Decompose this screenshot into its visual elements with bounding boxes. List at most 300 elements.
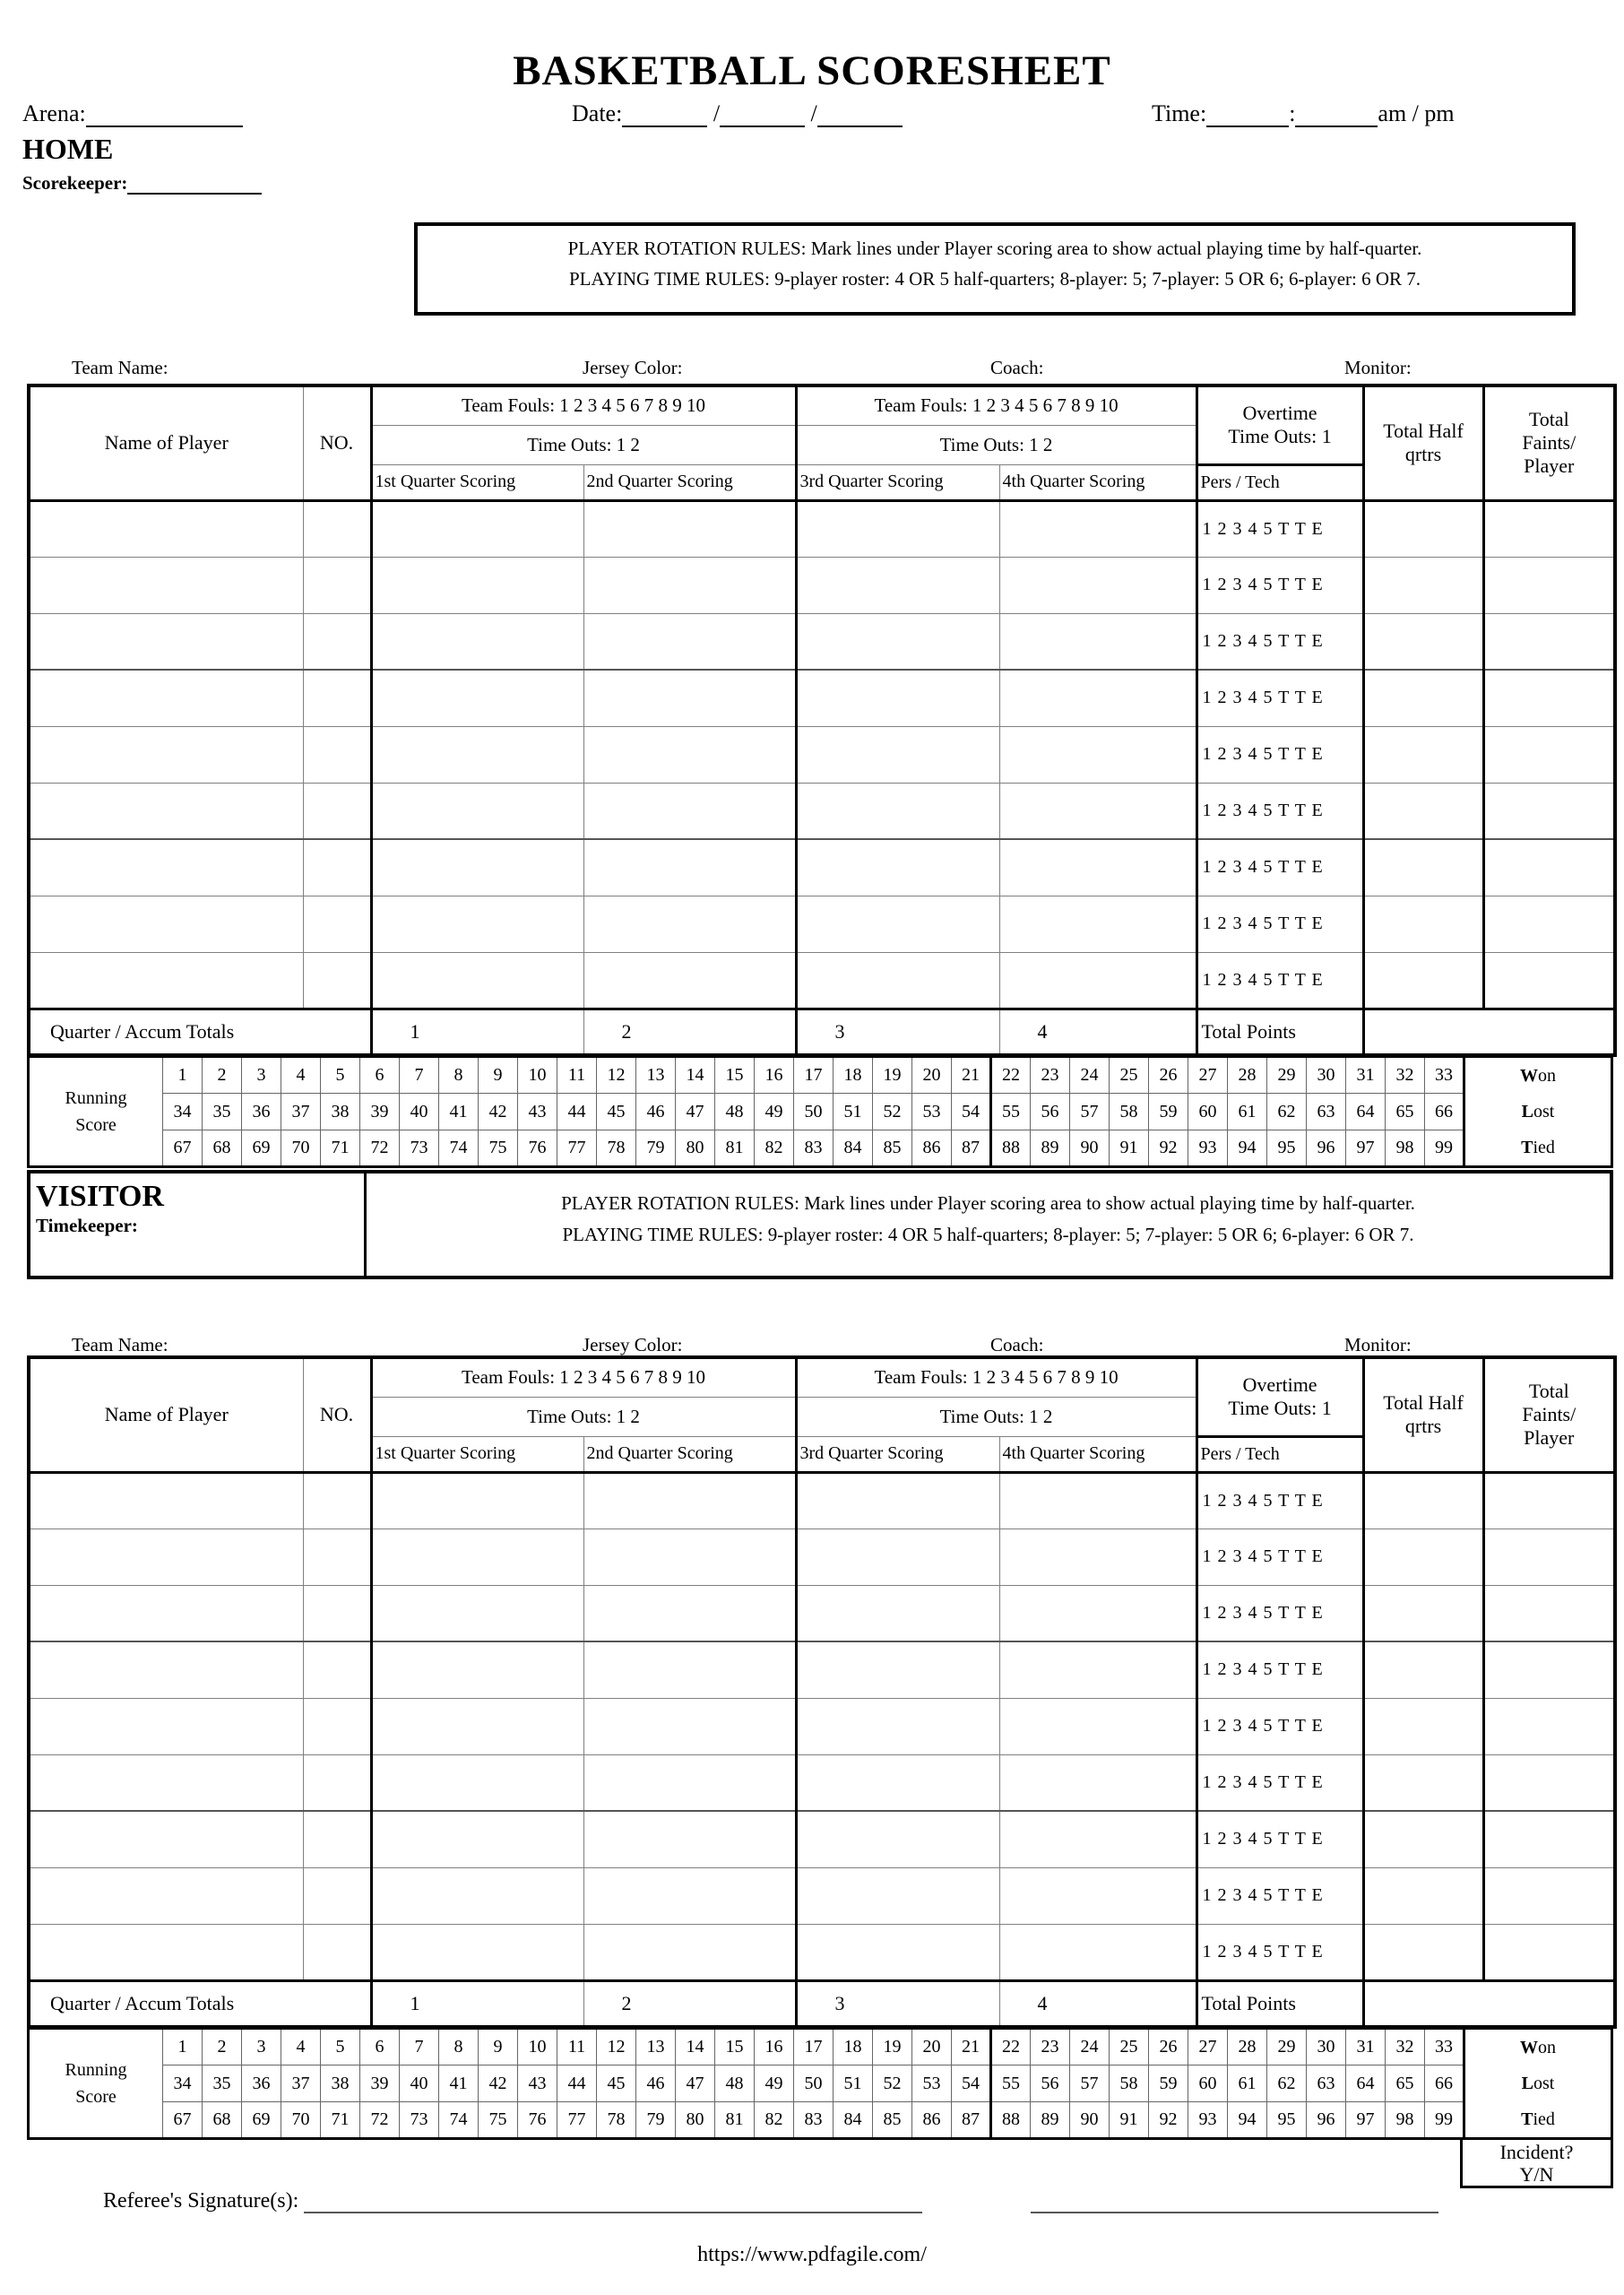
running-score-number[interactable]: 18 xyxy=(834,2029,873,2066)
running-score-number[interactable]: 66 xyxy=(1425,2066,1464,2102)
q3-scoring-cell[interactable] xyxy=(796,839,999,896)
player-name-cell[interactable] xyxy=(29,1924,303,1980)
running-score-number[interactable]: 13 xyxy=(636,2029,676,2066)
q3-scoring-cell[interactable] xyxy=(796,1924,999,1980)
q4-scoring-cell[interactable] xyxy=(999,1585,1196,1641)
running-score-number[interactable]: 5 xyxy=(321,1057,360,1094)
running-score-number[interactable]: 77 xyxy=(557,2102,597,2139)
q3-scoring-cell[interactable] xyxy=(796,613,999,670)
running-score-number[interactable]: 65 xyxy=(1386,2066,1425,2102)
q2-scoring-cell[interactable] xyxy=(583,1698,796,1754)
running-score-number[interactable]: 96 xyxy=(1307,2102,1346,2139)
running-score-number[interactable]: 35 xyxy=(203,1094,242,1130)
q4-scoring-cell[interactable] xyxy=(999,726,1196,783)
q3-scoring-cell[interactable] xyxy=(796,1754,999,1811)
total-fouls-cell[interactable] xyxy=(1483,1472,1615,1529)
running-score-number[interactable]: 52 xyxy=(873,1094,912,1130)
running-score-number[interactable]: 47 xyxy=(676,1094,715,1130)
time-minute-field[interactable] xyxy=(1295,101,1378,127)
running-score-number[interactable]: 26 xyxy=(1149,2029,1188,2066)
personal-fouls-cell[interactable]: 1 2 3 4 5 T T E xyxy=(1196,1472,1363,1529)
running-score-number[interactable]: 64 xyxy=(1346,2066,1386,2102)
total-half-qrtrs-cell[interactable] xyxy=(1363,1754,1483,1811)
running-score-number[interactable]: 20 xyxy=(912,2029,952,2066)
date-month-field[interactable] xyxy=(622,101,707,127)
q2-scoring-cell[interactable] xyxy=(583,557,796,613)
running-score-number[interactable]: 16 xyxy=(755,2029,794,2066)
quarter-total-cell-1[interactable]: 1 xyxy=(371,1009,583,1055)
running-score-number[interactable]: 74 xyxy=(439,1130,479,1167)
total-fouls-cell[interactable] xyxy=(1483,500,1615,557)
running-score-number[interactable]: 91 xyxy=(1110,1130,1149,1167)
running-score-number[interactable]: 97 xyxy=(1346,1130,1386,1167)
running-score-number[interactable]: 95 xyxy=(1267,1130,1307,1167)
q1-scoring-cell[interactable] xyxy=(371,839,583,896)
running-score-number[interactable]: 50 xyxy=(794,1094,834,1130)
running-score-number[interactable]: 53 xyxy=(912,1094,952,1130)
player-name-cell[interactable] xyxy=(29,1698,303,1754)
player-no-cell[interactable] xyxy=(303,839,371,896)
running-score-number[interactable]: 24 xyxy=(1070,2029,1110,2066)
running-score-number[interactable]: 51 xyxy=(834,2066,873,2102)
running-score-number[interactable]: 54 xyxy=(952,1094,991,1130)
player-name-cell[interactable] xyxy=(29,1754,303,1811)
running-score-number[interactable]: 11 xyxy=(557,1057,597,1094)
total-half-qrtrs-cell[interactable] xyxy=(1363,1472,1483,1529)
total-half-qrtrs-cell[interactable] xyxy=(1363,1867,1483,1924)
total-half-qrtrs-cell[interactable] xyxy=(1363,613,1483,670)
q1-scoring-cell[interactable] xyxy=(371,783,583,839)
total-half-qrtrs-cell[interactable] xyxy=(1363,670,1483,726)
player-name-cell[interactable] xyxy=(29,726,303,783)
total-fouls-cell[interactable] xyxy=(1483,1698,1615,1754)
running-score-number[interactable]: 73 xyxy=(400,1130,439,1167)
q2-scoring-cell[interactable] xyxy=(583,839,796,896)
q1-scoring-cell[interactable] xyxy=(371,1641,583,1698)
q1-scoring-cell[interactable] xyxy=(371,557,583,613)
player-no-cell[interactable] xyxy=(303,1867,371,1924)
total-half-qrtrs-cell[interactable] xyxy=(1363,1924,1483,1980)
running-score-number[interactable]: 10 xyxy=(518,2029,557,2066)
q3-scoring-cell[interactable] xyxy=(796,726,999,783)
running-score-number[interactable]: 2 xyxy=(203,1057,242,1094)
player-no-cell[interactable] xyxy=(303,500,371,557)
running-score-number[interactable]: 88 xyxy=(991,2102,1031,2139)
running-score-number[interactable]: 26 xyxy=(1149,1057,1188,1094)
player-name-cell[interactable] xyxy=(29,557,303,613)
running-score-number[interactable]: 42 xyxy=(479,1094,518,1130)
q4-scoring-cell[interactable] xyxy=(999,1698,1196,1754)
q1-scoring-cell[interactable] xyxy=(371,896,583,952)
personal-fouls-cell[interactable]: 1 2 3 4 5 T T E xyxy=(1196,557,1363,613)
running-score-number[interactable]: 51 xyxy=(834,1094,873,1130)
running-score-number[interactable]: 60 xyxy=(1188,2066,1228,2102)
running-score-number[interactable]: 58 xyxy=(1110,1094,1149,1130)
player-name-cell[interactable] xyxy=(29,839,303,896)
running-score-number[interactable]: 33 xyxy=(1425,1057,1464,1094)
running-score-number[interactable]: 45 xyxy=(597,1094,636,1130)
running-score-number[interactable]: 1 xyxy=(163,1057,203,1094)
running-score-number[interactable]: 19 xyxy=(873,2029,912,2066)
player-no-cell[interactable] xyxy=(303,613,371,670)
running-score-number[interactable]: 94 xyxy=(1228,2102,1267,2139)
total-fouls-cell[interactable] xyxy=(1483,839,1615,896)
running-score-number[interactable]: 56 xyxy=(1031,1094,1070,1130)
q4-scoring-cell[interactable] xyxy=(999,839,1196,896)
running-score-number[interactable]: 40 xyxy=(400,1094,439,1130)
player-no-cell[interactable] xyxy=(303,1698,371,1754)
running-score-number[interactable]: 57 xyxy=(1070,2066,1110,2102)
incident-box[interactable] xyxy=(1460,2137,1613,2188)
player-no-cell[interactable] xyxy=(303,1472,371,1529)
running-score-number[interactable]: 17 xyxy=(794,2029,834,2066)
running-score-number[interactable]: 90 xyxy=(1070,2102,1110,2139)
running-score-number[interactable]: 58 xyxy=(1110,2066,1149,2102)
q4-scoring-cell[interactable] xyxy=(999,500,1196,557)
total-half-qrtrs-cell[interactable] xyxy=(1363,896,1483,952)
running-score-number[interactable]: 70 xyxy=(281,2102,321,2139)
player-no-cell[interactable] xyxy=(303,1641,371,1698)
player-name-cell[interactable] xyxy=(29,1585,303,1641)
running-score-number[interactable]: 18 xyxy=(834,1057,873,1094)
running-score-number[interactable]: 71 xyxy=(321,2102,360,2139)
running-score-number[interactable]: 29 xyxy=(1267,2029,1307,2066)
q2-scoring-cell[interactable] xyxy=(583,1641,796,1698)
running-score-number[interactable]: 86 xyxy=(912,1130,952,1167)
q1-scoring-cell[interactable] xyxy=(371,1867,583,1924)
running-score-number[interactable]: 67 xyxy=(163,1130,203,1167)
running-score-number[interactable]: 62 xyxy=(1267,1094,1307,1130)
running-score-number[interactable]: 69 xyxy=(242,1130,281,1167)
running-score-number[interactable]: 13 xyxy=(636,1057,676,1094)
running-score-number[interactable]: 76 xyxy=(518,1130,557,1167)
running-score-number[interactable]: 75 xyxy=(479,2102,518,2139)
running-score-number[interactable]: 34 xyxy=(163,2066,203,2102)
q2-scoring-cell[interactable] xyxy=(583,1529,796,1585)
running-score-number[interactable]: 17 xyxy=(794,1057,834,1094)
player-name-cell[interactable] xyxy=(29,1472,303,1529)
q3-scoring-cell[interactable] xyxy=(796,896,999,952)
q2-scoring-cell[interactable] xyxy=(583,1811,796,1867)
total-fouls-cell[interactable] xyxy=(1483,1754,1615,1811)
q4-scoring-cell[interactable] xyxy=(999,896,1196,952)
running-score-number[interactable]: 31 xyxy=(1346,2029,1386,2066)
running-score-number[interactable]: 9 xyxy=(479,2029,518,2066)
running-score-number[interactable]: 8 xyxy=(439,1057,479,1094)
total-fouls-cell[interactable] xyxy=(1483,557,1615,613)
personal-fouls-cell[interactable]: 1 2 3 4 5 T T E xyxy=(1196,783,1363,839)
running-score-number[interactable]: 24 xyxy=(1070,1057,1110,1094)
personal-fouls-cell[interactable]: 1 2 3 4 5 T T E xyxy=(1196,1698,1363,1754)
personal-fouls-cell[interactable]: 1 2 3 4 5 T T E xyxy=(1196,1924,1363,1980)
running-score-number[interactable]: 93 xyxy=(1188,2102,1228,2139)
q2-scoring-cell[interactable] xyxy=(583,1867,796,1924)
running-score-number[interactable]: 30 xyxy=(1307,1057,1346,1094)
running-score-number[interactable]: 55 xyxy=(991,1094,1031,1130)
running-score-number[interactable]: 72 xyxy=(360,1130,400,1167)
running-score-number[interactable]: 39 xyxy=(360,1094,400,1130)
running-score-number[interactable]: 68 xyxy=(203,1130,242,1167)
total-fouls-cell[interactable] xyxy=(1483,1867,1615,1924)
running-score-number[interactable]: 92 xyxy=(1149,1130,1188,1167)
running-score-number[interactable]: 52 xyxy=(873,2066,912,2102)
running-score-number[interactable]: 82 xyxy=(755,2102,794,2139)
player-name-cell[interactable] xyxy=(29,670,303,726)
running-score-number[interactable]: 27 xyxy=(1188,2029,1228,2066)
q2-scoring-cell[interactable] xyxy=(583,896,796,952)
result-won[interactable]: Won xyxy=(1520,1066,1556,1086)
running-score-number[interactable]: 4 xyxy=(281,2029,321,2066)
running-score-number[interactable]: 84 xyxy=(834,2102,873,2139)
personal-fouls-cell[interactable]: 1 2 3 4 5 T T E xyxy=(1196,1585,1363,1641)
running-score-number[interactable]: 57 xyxy=(1070,1094,1110,1130)
running-score-number[interactable]: 3 xyxy=(242,1057,281,1094)
q4-scoring-cell[interactable] xyxy=(999,1472,1196,1529)
running-score-number[interactable]: 75 xyxy=(479,1130,518,1167)
player-name-cell[interactable] xyxy=(29,1529,303,1585)
footer-url[interactable]: https://www.pdfagile.com/ xyxy=(697,2243,927,2266)
player-no-cell[interactable] xyxy=(303,1754,371,1811)
running-score-number[interactable]: 71 xyxy=(321,1130,360,1167)
running-score-number[interactable]: 38 xyxy=(321,2066,360,2102)
total-half-qrtrs-cell[interactable] xyxy=(1363,1698,1483,1754)
q1-scoring-cell[interactable] xyxy=(371,670,583,726)
running-score-number[interactable]: 36 xyxy=(242,1094,281,1130)
running-score-number[interactable]: 50 xyxy=(794,2066,834,2102)
running-score-number[interactable]: 89 xyxy=(1031,1130,1070,1167)
running-score-number[interactable]: 14 xyxy=(676,2029,715,2066)
running-score-number[interactable]: 93 xyxy=(1188,1130,1228,1167)
running-score-number[interactable]: 15 xyxy=(715,1057,755,1094)
personal-fouls-cell[interactable]: 1 2 3 4 5 T T E xyxy=(1196,500,1363,557)
running-score-number[interactable]: 73 xyxy=(400,2102,439,2139)
total-fouls-cell[interactable] xyxy=(1483,613,1615,670)
running-score-number[interactable]: 54 xyxy=(952,2066,991,2102)
personal-fouls-cell[interactable]: 1 2 3 4 5 T T E xyxy=(1196,613,1363,670)
running-score-number[interactable]: 19 xyxy=(873,1057,912,1094)
q1-scoring-cell[interactable] xyxy=(371,726,583,783)
scorekeeper-field[interactable] xyxy=(127,173,262,195)
running-score-number[interactable]: 98 xyxy=(1386,1130,1425,1167)
running-score-number[interactable]: 23 xyxy=(1031,2029,1070,2066)
total-half-qrtrs-cell[interactable] xyxy=(1363,500,1483,557)
quarter-total-cell-4[interactable]: 4 xyxy=(999,1980,1196,2027)
q3-scoring-cell[interactable] xyxy=(796,1529,999,1585)
running-score-number[interactable]: 70 xyxy=(281,1130,321,1167)
personal-fouls-cell[interactable]: 1 2 3 4 5 T T E xyxy=(1196,670,1363,726)
running-score-number[interactable]: 55 xyxy=(991,2066,1031,2102)
total-half-qrtrs-cell[interactable] xyxy=(1363,1811,1483,1867)
running-score-number[interactable]: 21 xyxy=(952,1057,991,1094)
q3-scoring-cell[interactable] xyxy=(796,952,999,1009)
running-score-number[interactable]: 64 xyxy=(1346,1094,1386,1130)
q4-scoring-cell[interactable] xyxy=(999,557,1196,613)
running-score-number[interactable]: 23 xyxy=(1031,1057,1070,1094)
running-score-number[interactable]: 20 xyxy=(912,1057,952,1094)
running-score-number[interactable]: 8 xyxy=(439,2029,479,2066)
q1-scoring-cell[interactable] xyxy=(371,1698,583,1754)
running-score-number[interactable]: 41 xyxy=(439,2066,479,2102)
q3-scoring-cell[interactable] xyxy=(796,670,999,726)
q1-scoring-cell[interactable] xyxy=(371,1472,583,1529)
running-score-number[interactable]: 22 xyxy=(991,1057,1031,1094)
q1-scoring-cell[interactable] xyxy=(371,613,583,670)
running-score-number[interactable]: 68 xyxy=(203,2102,242,2139)
personal-fouls-cell[interactable]: 1 2 3 4 5 T T E xyxy=(1196,896,1363,952)
running-score-number[interactable]: 28 xyxy=(1228,2029,1267,2066)
total-half-qrtrs-cell[interactable] xyxy=(1363,783,1483,839)
time-hour-field[interactable] xyxy=(1206,101,1289,127)
running-score-number[interactable]: 3 xyxy=(242,2029,281,2066)
running-score-number[interactable]: 96 xyxy=(1307,1130,1346,1167)
running-score-number[interactable]: 48 xyxy=(715,2066,755,2102)
player-no-cell[interactable] xyxy=(303,896,371,952)
q4-scoring-cell[interactable] xyxy=(999,1924,1196,1980)
running-score-number[interactable]: 14 xyxy=(676,1057,715,1094)
q4-scoring-cell[interactable] xyxy=(999,1754,1196,1811)
q3-scoring-cell[interactable] xyxy=(796,500,999,557)
q3-scoring-cell[interactable] xyxy=(796,1867,999,1924)
q4-scoring-cell[interactable] xyxy=(999,1867,1196,1924)
running-score-number[interactable]: 49 xyxy=(755,1094,794,1130)
running-score-number[interactable]: 86 xyxy=(912,2102,952,2139)
total-fouls-cell[interactable] xyxy=(1483,1529,1615,1585)
running-score-number[interactable]: 62 xyxy=(1267,2066,1307,2102)
ampm-label[interactable]: am / pm xyxy=(1378,100,1455,126)
q1-scoring-cell[interactable] xyxy=(371,1754,583,1811)
player-no-cell[interactable] xyxy=(303,1529,371,1585)
running-score-number[interactable]: 5 xyxy=(321,2029,360,2066)
total-points-value-cell[interactable] xyxy=(1363,1980,1615,2027)
running-score-number[interactable]: 78 xyxy=(597,2102,636,2139)
running-score-number[interactable]: 25 xyxy=(1110,1057,1149,1094)
q1-scoring-cell[interactable] xyxy=(371,1529,583,1585)
total-fouls-cell[interactable] xyxy=(1483,670,1615,726)
q2-scoring-cell[interactable] xyxy=(583,726,796,783)
q3-scoring-cell[interactable] xyxy=(796,1698,999,1754)
q2-scoring-cell[interactable] xyxy=(583,613,796,670)
running-score-number[interactable]: 63 xyxy=(1307,2066,1346,2102)
running-score-number[interactable]: 16 xyxy=(755,1057,794,1094)
running-score-number[interactable]: 81 xyxy=(715,2102,755,2139)
running-score-number[interactable]: 76 xyxy=(518,2102,557,2139)
running-score-number[interactable]: 35 xyxy=(203,2066,242,2102)
q3-scoring-cell[interactable] xyxy=(796,783,999,839)
q2-scoring-cell[interactable] xyxy=(583,1924,796,1980)
running-score-number[interactable]: 53 xyxy=(912,2066,952,2102)
result-tied[interactable]: Tied xyxy=(1521,2109,1555,2129)
running-score-number[interactable]: 2 xyxy=(203,2029,242,2066)
running-score-number[interactable]: 45 xyxy=(597,2066,636,2102)
player-no-cell[interactable] xyxy=(303,726,371,783)
player-name-cell[interactable] xyxy=(29,783,303,839)
running-score-number[interactable]: 67 xyxy=(163,2102,203,2139)
running-score-number[interactable]: 41 xyxy=(439,1094,479,1130)
running-score-number[interactable]: 43 xyxy=(518,1094,557,1130)
running-score-number[interactable]: 77 xyxy=(557,1130,597,1167)
running-score-number[interactable]: 28 xyxy=(1228,1057,1267,1094)
total-fouls-cell[interactable] xyxy=(1483,896,1615,952)
running-score-number[interactable]: 89 xyxy=(1031,2102,1070,2139)
total-fouls-cell[interactable] xyxy=(1483,783,1615,839)
running-score-number[interactable]: 61 xyxy=(1228,1094,1267,1130)
player-name-cell[interactable] xyxy=(29,952,303,1009)
total-half-qrtrs-cell[interactable] xyxy=(1363,1529,1483,1585)
personal-fouls-cell[interactable]: 1 2 3 4 5 T T E xyxy=(1196,1867,1363,1924)
running-score-number[interactable]: 98 xyxy=(1386,2102,1425,2139)
running-score-number[interactable]: 43 xyxy=(518,2066,557,2102)
player-name-cell[interactable] xyxy=(29,613,303,670)
running-score-number[interactable]: 25 xyxy=(1110,2029,1149,2066)
q3-scoring-cell[interactable] xyxy=(796,1811,999,1867)
total-half-qrtrs-cell[interactable] xyxy=(1363,557,1483,613)
quarter-total-cell-3[interactable]: 3 xyxy=(796,1009,999,1055)
player-name-cell[interactable] xyxy=(29,500,303,557)
running-score-number[interactable]: 11 xyxy=(557,2029,597,2066)
running-score-number[interactable]: 12 xyxy=(597,2029,636,2066)
running-score-number[interactable]: 90 xyxy=(1070,1130,1110,1167)
referee-signature-field-1[interactable] xyxy=(304,2190,922,2213)
running-score-number[interactable]: 44 xyxy=(557,2066,597,2102)
player-no-cell[interactable] xyxy=(303,670,371,726)
total-fouls-cell[interactable] xyxy=(1483,726,1615,783)
running-score-number[interactable]: 65 xyxy=(1386,1094,1425,1130)
running-score-number[interactable]: 6 xyxy=(360,1057,400,1094)
running-score-number[interactable]: 81 xyxy=(715,1130,755,1167)
running-score-number[interactable]: 59 xyxy=(1149,2066,1188,2102)
total-fouls-cell[interactable] xyxy=(1483,952,1615,1009)
result-lost[interactable]: Lost xyxy=(1521,1102,1555,1122)
running-score-number[interactable]: 48 xyxy=(715,1094,755,1130)
running-score-number[interactable]: 74 xyxy=(439,2102,479,2139)
referee-signature-field-2[interactable] xyxy=(1031,2190,1438,2213)
personal-fouls-cell[interactable]: 1 2 3 4 5 T T E xyxy=(1196,1641,1363,1698)
running-score-number[interactable]: 38 xyxy=(321,1094,360,1130)
running-score-number[interactable]: 83 xyxy=(794,1130,834,1167)
running-score-number[interactable]: 36 xyxy=(242,2066,281,2102)
date-day-field[interactable] xyxy=(720,101,805,127)
q2-scoring-cell[interactable] xyxy=(583,1585,796,1641)
quarter-total-cell-2[interactable]: 2 xyxy=(583,1009,796,1055)
personal-fouls-cell[interactable]: 1 2 3 4 5 T T E xyxy=(1196,952,1363,1009)
player-name-cell[interactable] xyxy=(29,896,303,952)
total-half-qrtrs-cell[interactable] xyxy=(1363,726,1483,783)
running-score-number[interactable]: 42 xyxy=(479,2066,518,2102)
q4-scoring-cell[interactable] xyxy=(999,952,1196,1009)
running-score-number[interactable]: 56 xyxy=(1031,2066,1070,2102)
running-score-number[interactable]: 59 xyxy=(1149,1094,1188,1130)
q4-scoring-cell[interactable] xyxy=(999,1641,1196,1698)
player-name-cell[interactable] xyxy=(29,1641,303,1698)
player-no-cell[interactable] xyxy=(303,1585,371,1641)
running-score-number[interactable]: 87 xyxy=(952,1130,991,1167)
running-score-number[interactable]: 80 xyxy=(676,2102,715,2139)
personal-fouls-cell[interactable]: 1 2 3 4 5 T T E xyxy=(1196,1754,1363,1811)
running-score-number[interactable]: 63 xyxy=(1307,1094,1346,1130)
running-score-number[interactable]: 9 xyxy=(479,1057,518,1094)
running-score-number[interactable]: 37 xyxy=(281,1094,321,1130)
running-score-number[interactable]: 1 xyxy=(163,2029,203,2066)
q1-scoring-cell[interactable] xyxy=(371,1924,583,1980)
running-score-number[interactable]: 44 xyxy=(557,1094,597,1130)
running-score-number[interactable]: 78 xyxy=(597,1130,636,1167)
running-score-number[interactable]: 80 xyxy=(676,1130,715,1167)
player-name-cell[interactable] xyxy=(29,1867,303,1924)
player-no-cell[interactable] xyxy=(303,557,371,613)
quarter-total-cell-1[interactable]: 1 xyxy=(371,1980,583,2027)
running-score-number[interactable]: 79 xyxy=(636,1130,676,1167)
q2-scoring-cell[interactable] xyxy=(583,783,796,839)
